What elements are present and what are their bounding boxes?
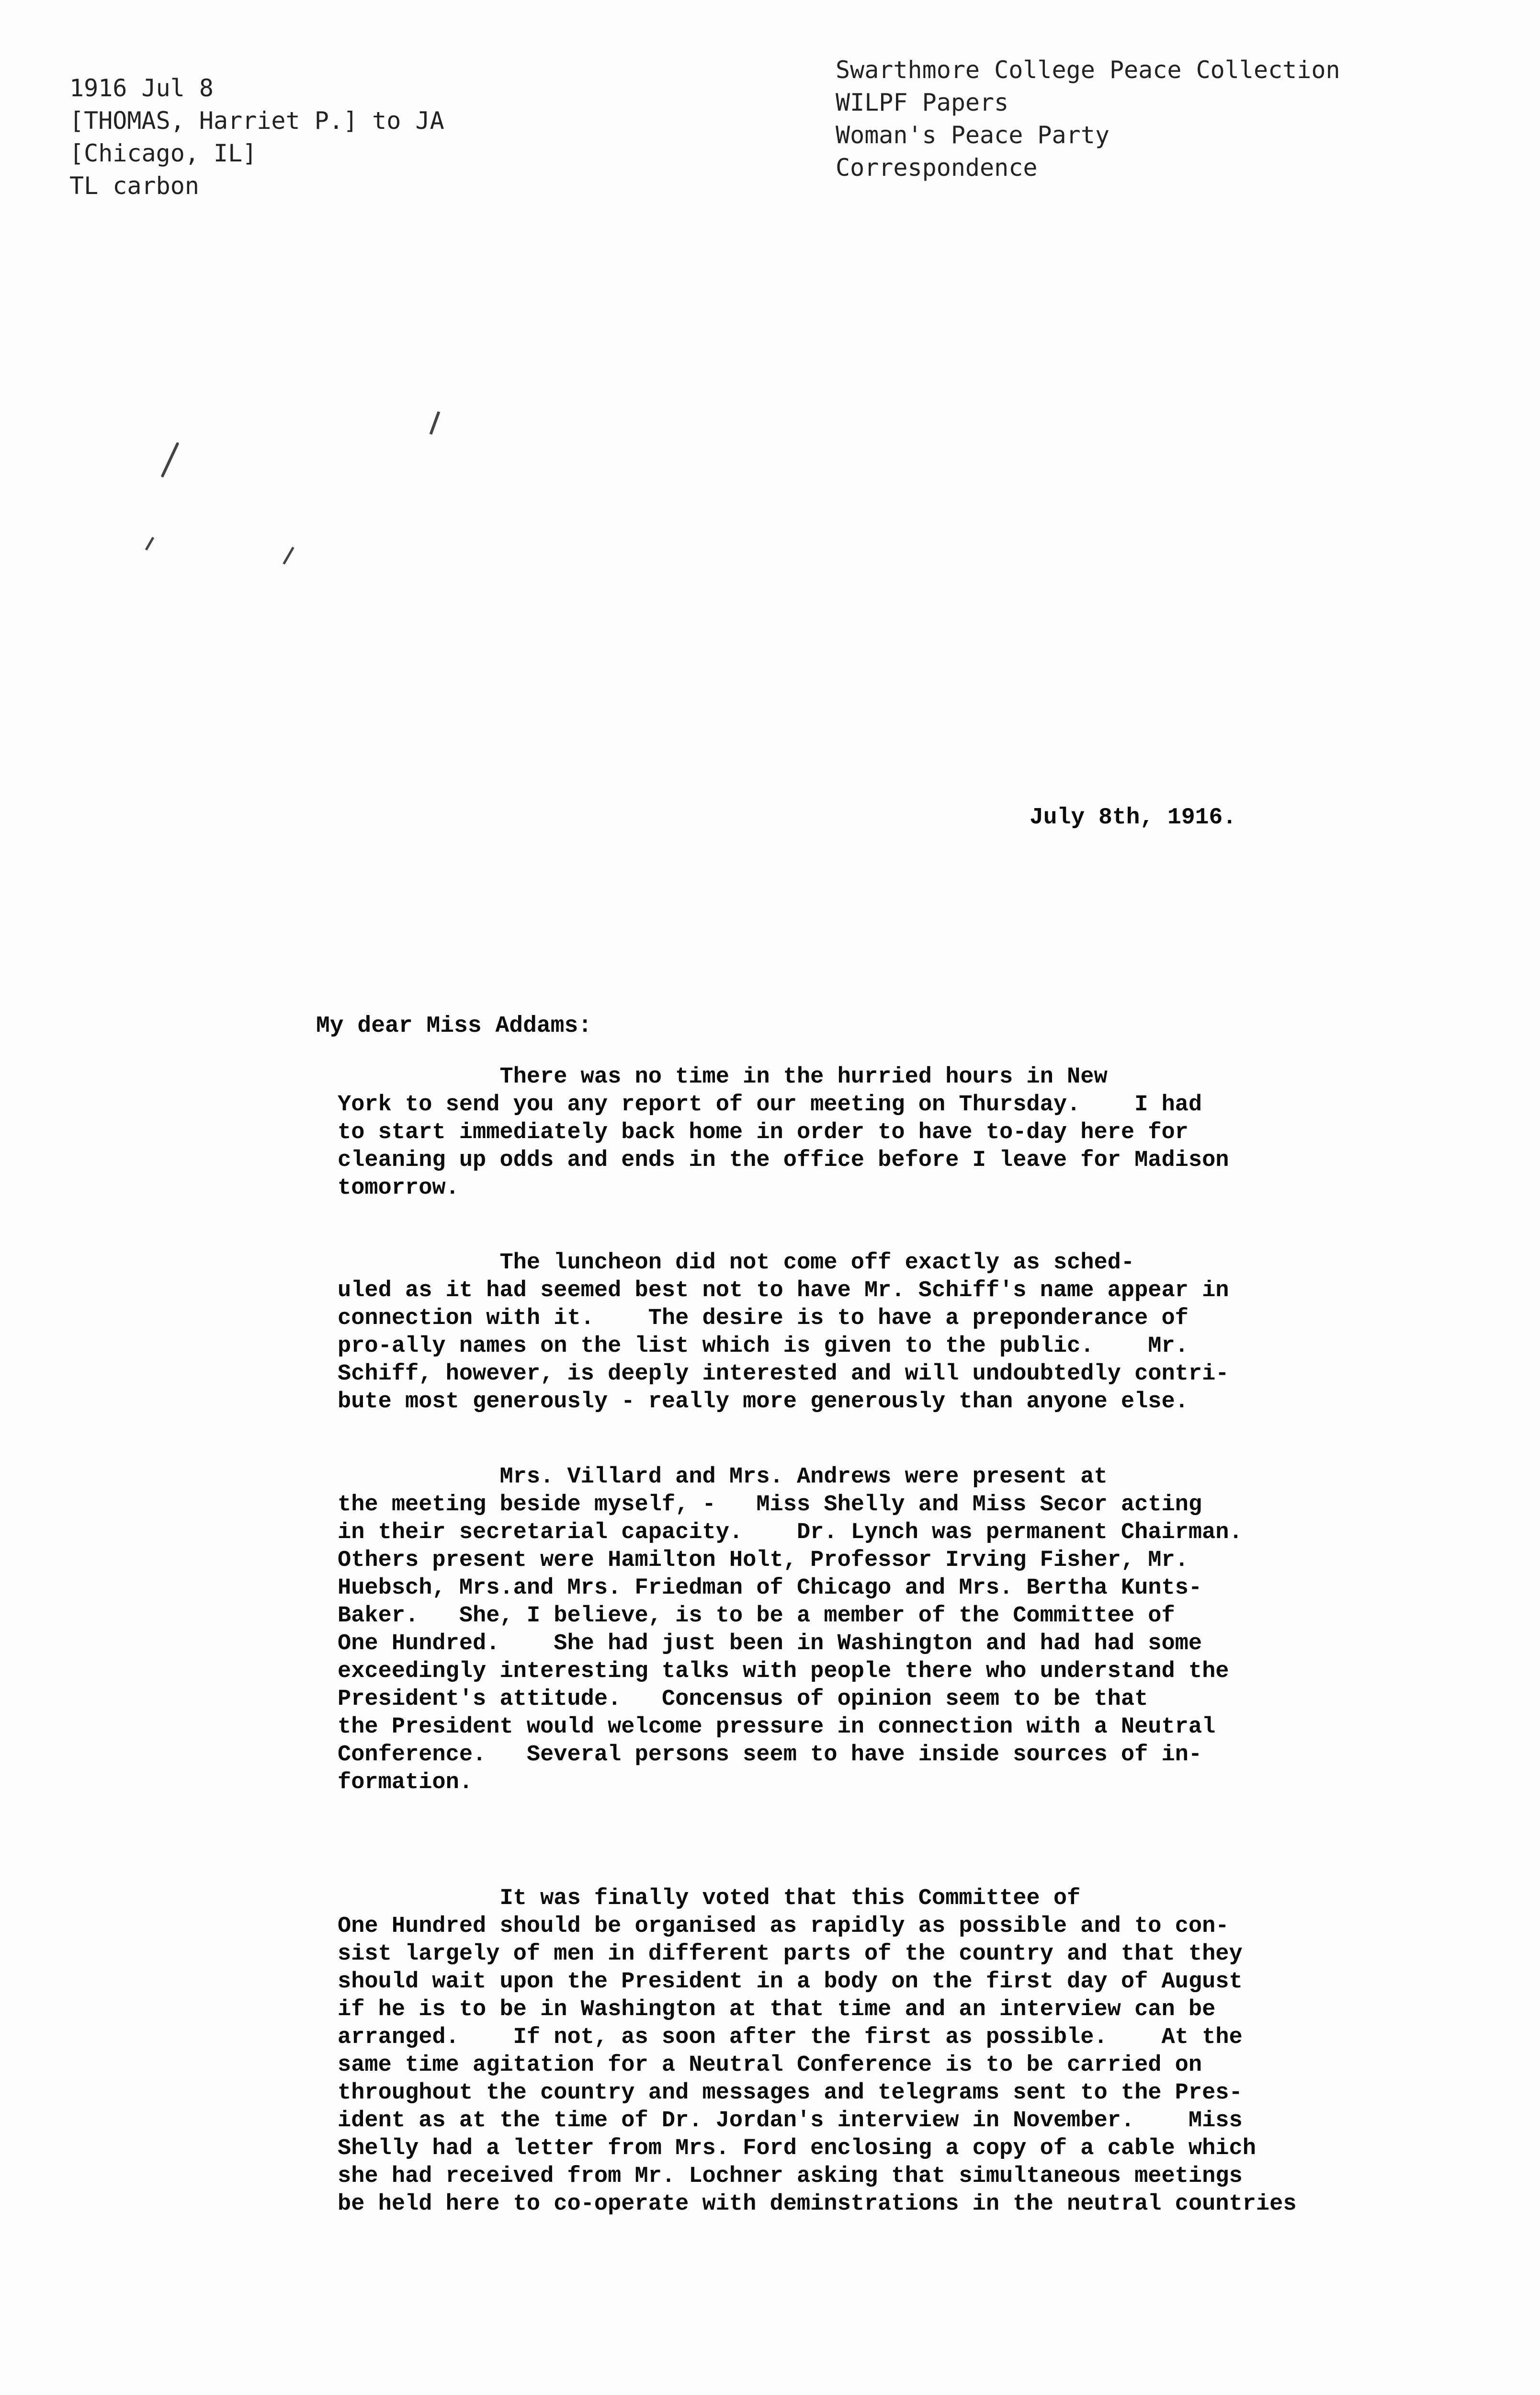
letter-paragraph bbox=[338, 1463, 1243, 1797]
archive-date: 1916 Jul 8 bbox=[69, 74, 214, 102]
stray-mark bbox=[283, 547, 294, 564]
paragraph-line: should wait upon the President in a body on the first day of August bbox=[338, 1969, 1243, 1995]
paragraph-line: Shelly had a letter from Mrs. Ford enclosing a copy of a cable which bbox=[338, 2136, 1256, 2161]
paragraph-line: to start immediately back home in order to have to-day here for bbox=[338, 1120, 1189, 1145]
letter-paragraph bbox=[338, 1249, 1229, 1416]
paragraph-line: same time agitation for a Neutral Conference is to be carried on bbox=[338, 2053, 1202, 2078]
paragraph-line: Baker. She, I believe, is to be a member of the Committee of bbox=[338, 1603, 1175, 1629]
paragraph-line: One Hundred. She had just been in Washington and had had some bbox=[338, 1631, 1202, 1656]
archive-format: TL carbon bbox=[69, 172, 199, 200]
paragraph-line: The luncheon did not come off exactly as sched- bbox=[338, 1250, 1135, 1276]
archive-place: [Chicago, IL] bbox=[69, 139, 257, 167]
paragraph-line: uled as it had seemed best not to have Mr. Schiff's name appear in bbox=[338, 1278, 1229, 1303]
archive-collection: Swarthmore College Peace Collection bbox=[836, 56, 1340, 84]
letter-salutation: My dear Miss Addams: bbox=[316, 1013, 592, 1039]
paragraph-line: sist largely of men in different parts of the country and that they bbox=[338, 1941, 1243, 1967]
paragraph-line: pro-ally names on the list which is given to the public. Mr. bbox=[338, 1334, 1189, 1359]
paragraph-line: connection with it. The desire is to have a preponderance of bbox=[338, 1306, 1189, 1331]
paragraph-line: One Hundred should be organised as rapidly as possible and to con- bbox=[338, 1914, 1229, 1939]
paragraph-line: bute most generously - really more generously than anyone else. bbox=[338, 1389, 1189, 1414]
archive-series: Woman's Peace Party bbox=[836, 121, 1110, 149]
paragraph-line: ident as at the time of Dr. Jordan's interview in November. Miss bbox=[338, 2108, 1243, 2133]
letter-paragraph bbox=[338, 1063, 1229, 1202]
paragraph-line: Huebsch, Mrs.and Mrs. Friedman of Chicago and Mrs. Bertha Kunts- bbox=[338, 1575, 1202, 1601]
paragraph-line: tomorrow. bbox=[338, 1175, 459, 1201]
paragraph-line: the meeting beside myself, - Miss Shelly and Miss Secor acting bbox=[338, 1492, 1202, 1517]
paragraph-line: President's attitude. Concensus of opinion seem to be that bbox=[338, 1687, 1148, 1712]
stray-mark bbox=[430, 411, 441, 434]
paragraph-line: in their secretarial capacity. Dr. Lynch was permanent Chairman. bbox=[338, 1520, 1243, 1545]
letter-date: July 8th, 1916. bbox=[1030, 805, 1237, 831]
paragraph-line: Mrs. Villard and Mrs. Andrews were present at bbox=[338, 1464, 1108, 1490]
letter-paragraph bbox=[338, 1885, 1297, 2218]
stray-mark bbox=[145, 537, 154, 550]
paragraph-line: Others present were Hamilton Holt, Professor Irving Fisher, Mr. bbox=[338, 1548, 1189, 1573]
paragraph-line: if he is to be in Washington at that time and an interview can be bbox=[338, 1997, 1216, 2022]
paragraph-line: formation. bbox=[338, 1770, 473, 1795]
archive-source bbox=[836, 54, 1340, 184]
archive-citation bbox=[69, 72, 444, 202]
archive-correspondents: [THOMAS, Harriet P.] to JA bbox=[69, 107, 444, 135]
paragraph-line: exceedingly interesting talks with people there who understand the bbox=[338, 1659, 1229, 1684]
paragraph-line: Conference. Several persons seem to have inside sources of in- bbox=[338, 1742, 1202, 1768]
stray-mark bbox=[160, 442, 179, 478]
paragraph-line: York to send you any report of our meeting on Thursday. I had bbox=[338, 1092, 1202, 1118]
paragraph-line: Schiff, however, is deeply interested and will undoubtedly contri- bbox=[338, 1361, 1229, 1387]
paragraph-line: There was no time in the hurried hours in New bbox=[338, 1064, 1108, 1090]
paragraph-line: cleaning up odds and ends in the office before I leave for Madison bbox=[338, 1148, 1229, 1173]
paragraph-line: arranged. If not, as soon after the first as possible. At the bbox=[338, 2025, 1243, 2050]
paragraph-line: throughout the country and messages and telegrams sent to the Pres- bbox=[338, 2080, 1243, 2106]
archive-papers: WILPF Papers bbox=[836, 89, 1009, 116]
paragraph-line: be held here to co-operate with deminstrations in the neutral countries bbox=[338, 2191, 1297, 2217]
paragraph-line: It was finally voted that this Committee of bbox=[338, 1886, 1081, 1911]
archive-subseries: Correspondence bbox=[836, 154, 1038, 182]
paragraph-line: the President would welcome pressure in connection with a Neutral bbox=[338, 1714, 1216, 1740]
paragraph-line: she had received from Mr. Lochner asking that simultaneous meetings bbox=[338, 2164, 1243, 2189]
